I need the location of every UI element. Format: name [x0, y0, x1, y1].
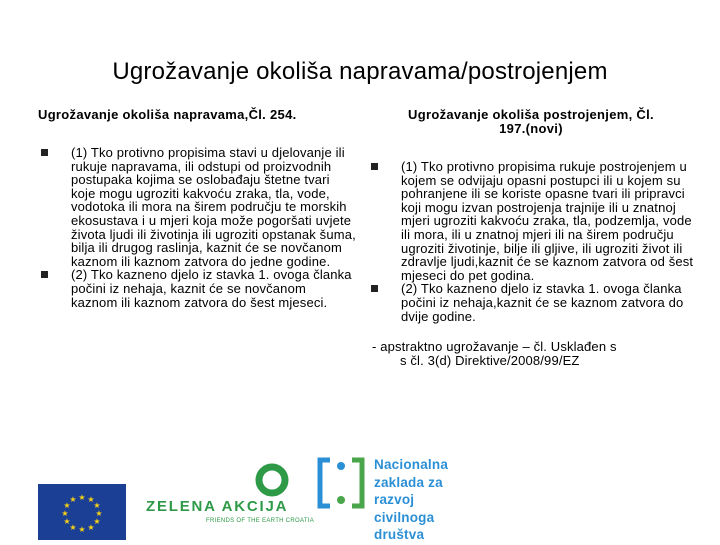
slide-title: Ugrožavanje okoliša napravama/postrojenjem	[112, 58, 608, 85]
square-bullet-icon	[41, 149, 48, 156]
svg-text:★: ★	[61, 509, 69, 518]
list-item	[368, 282, 694, 323]
right-heading-line1: Ugrožavanje okoliša postrojenjem, Čl.	[408, 107, 654, 122]
list-item-text: (2) Tko kazneno djelo iz stavka 1. ovoga članka počini iz nehaja,kaznit će se kaznom zatvora do dvije godine.	[401, 281, 684, 324]
svg-text:★: ★	[63, 517, 71, 526]
left-column	[38, 108, 356, 309]
logo-line: razvoj	[374, 492, 415, 507]
right-heading-line2: 197.(novi)	[499, 121, 563, 136]
svg-text:★: ★	[69, 495, 77, 504]
right-column	[368, 108, 694, 367]
svg-text:★: ★	[93, 517, 101, 526]
svg-text:★: ★	[78, 493, 86, 502]
zelena-akcija-logo	[144, 462, 315, 540]
zelena-akcija-subtitle: FRIENDS OF THE EARTH CROATIA	[206, 518, 315, 524]
zelena-akcija-wordmark: ZELENA AKCIJA	[146, 498, 289, 515]
left-list	[38, 146, 356, 309]
eu-stars-icon	[38, 484, 126, 540]
svg-text:★: ★	[69, 523, 77, 532]
nacionalna-zaklada-wordmark	[374, 456, 448, 544]
list-item	[368, 160, 694, 282]
square-bullet-icon	[41, 271, 48, 278]
list-item	[38, 146, 356, 268]
svg-text:★: ★	[63, 501, 71, 510]
svg-text:★: ★	[87, 523, 95, 532]
logo-line: zaklada za	[374, 474, 443, 490]
logo-line: civilnoga	[374, 509, 435, 525]
eu-flag-logo	[38, 484, 126, 540]
bracket-dots-icon	[316, 456, 372, 516]
list-item-text: (2) Tko kazneno djelo iz stavka 1. ovoga članka počini iz nehaja, kaznit će se novčanom kaznom ili kaznom zatvora do šest mjeseci.	[71, 267, 352, 310]
note-line1: - apstraktno ugrožavanje – čl. Usklađen s	[372, 339, 617, 355]
list-item-text: (1) Tko protivno propisima stavi u djelovanje ili rukuje napravama, ili odstupi od proizvodnih postupaka kojima se oslobađaju štetne tvari koje mogu ugroziti kakvoću zraka, tla, vode, vodotoka ili mora na širem području te morskih ekosustava i u mjeri koja može pogoršati uvjete života ljudi ili životinja ili ugroziti opstanak šuma, bilja ili drugog raslinja, kaznit će se novčanom kaznom ili kaznom zatvora do jedne godine.	[71, 145, 356, 269]
nacionalna-zaklada-logo	[316, 448, 476, 540]
right-list	[368, 160, 694, 323]
logo-line: Nacionalna	[374, 457, 449, 472]
list-item	[38, 268, 356, 309]
note	[368, 340, 694, 367]
right-heading	[368, 108, 694, 136]
svg-text:★: ★	[95, 509, 103, 518]
svg-text:★: ★	[93, 501, 101, 510]
svg-text:★: ★	[78, 525, 86, 534]
left-heading: Ugrožavanje okoliša napravama,Čl. 254.	[38, 107, 297, 122]
logo-line: društva	[374, 527, 425, 542]
svg-text:★: ★	[87, 495, 95, 504]
list-item-text: (1) Tko protivno propisima rukuje postrojenjem u kojem se odvijaju opasni postupci ili u kojem su pohranjene ili se koriste opasne tvari ili pripravci koji mogu izvan postrojenja trajnije ili u znatnoj mjeri ugroziti kakvoću zraka, tla, podzemlja, vode ili mora, ili u znatnoj mjeri ili na širem području ugroziti životinje, bilje ili gljive, ili ugroziti život ili zdravlje ljudi,kaznit će se kaznom zatvora od šest mjeseci do pet godina.	[401, 159, 694, 283]
note-line2: s čl. 3(d) Direktive/2008/99/EZ	[400, 352, 580, 368]
square-bullet-icon	[371, 163, 378, 170]
square-bullet-icon	[371, 285, 378, 292]
